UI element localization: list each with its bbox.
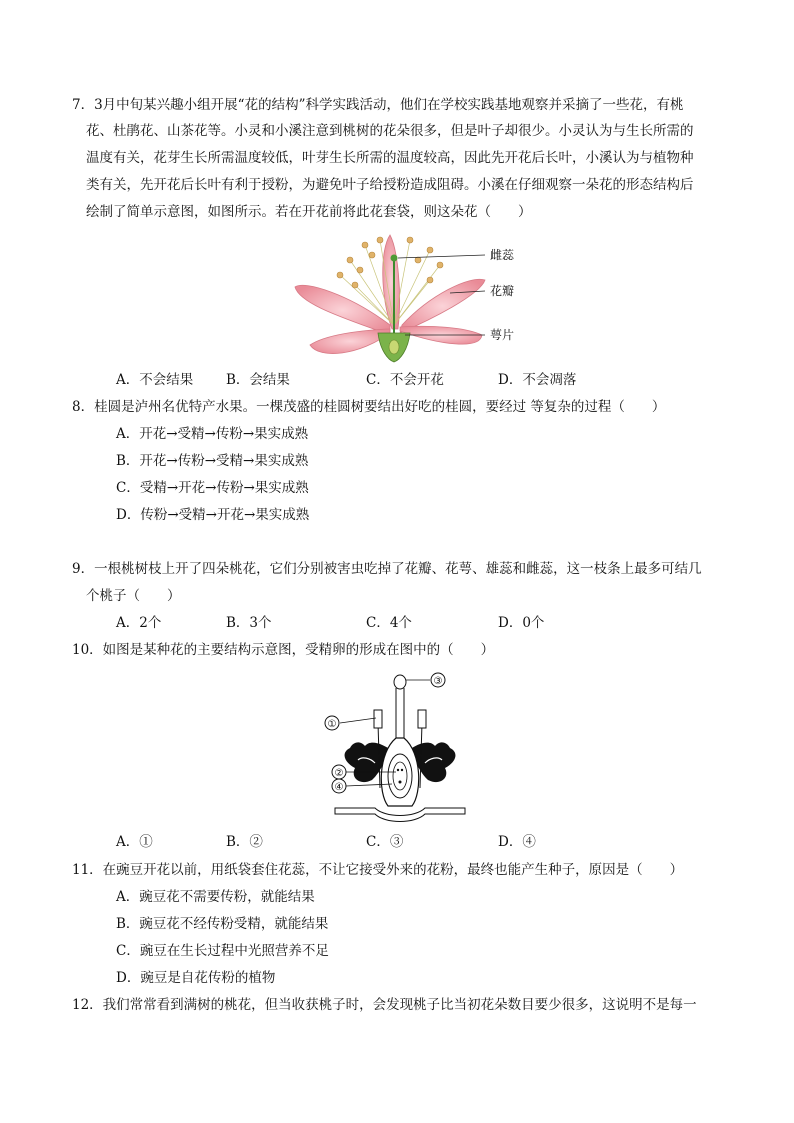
q7-option-d[interactable]: D．不会凋落 — [498, 372, 577, 388]
q9-option-b[interactable]: B．3个 — [226, 615, 272, 631]
q10-stem: 10．如图是某种花的主要结构示意图，受精卵的形成在图中的（ ） — [72, 642, 495, 658]
q10-flower-diagram — [320, 668, 480, 830]
q7-stem-line-4: 类有关，先开花后长叶有利于授粉，为避免叶子给授粉造成阻碍。小溪在仔细观察一朵花的形态结构后 — [86, 177, 694, 193]
q7-option-a[interactable]: A．不会结果 — [116, 372, 194, 388]
q8-option-a[interactable]: A．开花→受精→传粉→果实成熟 — [116, 426, 309, 442]
q9-stem-line-2: 个桃子（ ） — [86, 588, 181, 604]
q11-option-d[interactable]: D．豌豆是自花传粉的植物 — [116, 970, 276, 986]
q10-option-d[interactable]: D．④ — [498, 834, 536, 850]
q9-stem-line-1: 9．一根桃树枝上开了四朵桃花，它们分别被害虫吃掉了花瓣、花萼、雄蕊和雌蕊，这一枝条上最多可结几 — [72, 561, 702, 577]
label-pistil: 雌蕊 — [490, 248, 515, 262]
q7-stem-line-1: 7．3月中旬某兴趣小组开展“花的结构”科学实践活动，他们在学校实践基地观察并采摘了一些花，有桃 — [72, 97, 684, 113]
q7-option-c[interactable]: C．不会开花 — [366, 372, 444, 388]
q9-option-d[interactable]: D．0个 — [498, 615, 545, 631]
q9-option-c[interactable]: C．4个 — [366, 615, 412, 631]
q8-option-d[interactable]: D．传粉→受精→开花→果实成熟 — [116, 507, 310, 523]
q7-option-b[interactable]: B．会结果 — [226, 372, 290, 388]
q12-stem: 12．我们常常看到满树的桃花，但当收获桃子时，会发现桃子比当初花朵数目要少很多，这说明不是每一 — [72, 997, 697, 1013]
q10-option-c[interactable]: C．③ — [366, 834, 404, 850]
label-2: ② — [334, 768, 344, 779]
label-petal: 花瓣 — [490, 284, 515, 298]
q7-flower-figure — [290, 225, 530, 365]
q8-option-c[interactable]: C．受精→开花→传粉→果实成熟 — [116, 480, 309, 496]
q11-stem: 11．在豌豆开花以前，用纸袋套住花蕊，不让它接受外来的花粉，最终也能产生种子，原因是（ ） — [72, 862, 684, 878]
q7-stem-line-3: 温度有关，花芽生长所需温度较低，叶芽生长所需的温度较高，因此先开花后长叶，小溪认为与植物种 — [86, 150, 694, 166]
q8-option-b[interactable]: B．开花→传粉→受精→果实成熟 — [116, 453, 309, 469]
q7-stem-line-2: 花、杜鹃花、山茶花等。小灵和小溪注意到桃树的花朵很多，但是叶子却很少。小灵认为与生长所需的 — [86, 123, 694, 139]
q11-option-c[interactable]: C．豌豆在生长过程中光照营养不足 — [116, 943, 329, 959]
label-sepal: 萼片 — [490, 328, 515, 342]
q7-stem-line-5: 绘制了简单示意图，如图所示。若在开花前将此花套袋，则这朵花（ ） — [86, 204, 532, 220]
q11-option-b[interactable]: B．豌豆花不经传粉受精，就能结果 — [116, 916, 329, 932]
label-4: ④ — [334, 782, 344, 793]
q11-option-a[interactable]: A．豌豆花不需要传粉，就能结果 — [116, 889, 315, 905]
q10-option-a[interactable]: A．① — [116, 834, 153, 850]
q8-stem: 8．桂圆是泸州名优特产水果。一棵茂盛的桂圆树要结出好吃的桂圆，要经过 等复杂的过程（ ） — [72, 399, 666, 415]
label-3: ③ — [433, 676, 443, 687]
label-1: ① — [327, 719, 337, 730]
q9-option-a[interactable]: A．2个 — [116, 615, 162, 631]
q10-option-b[interactable]: B．② — [226, 834, 263, 850]
